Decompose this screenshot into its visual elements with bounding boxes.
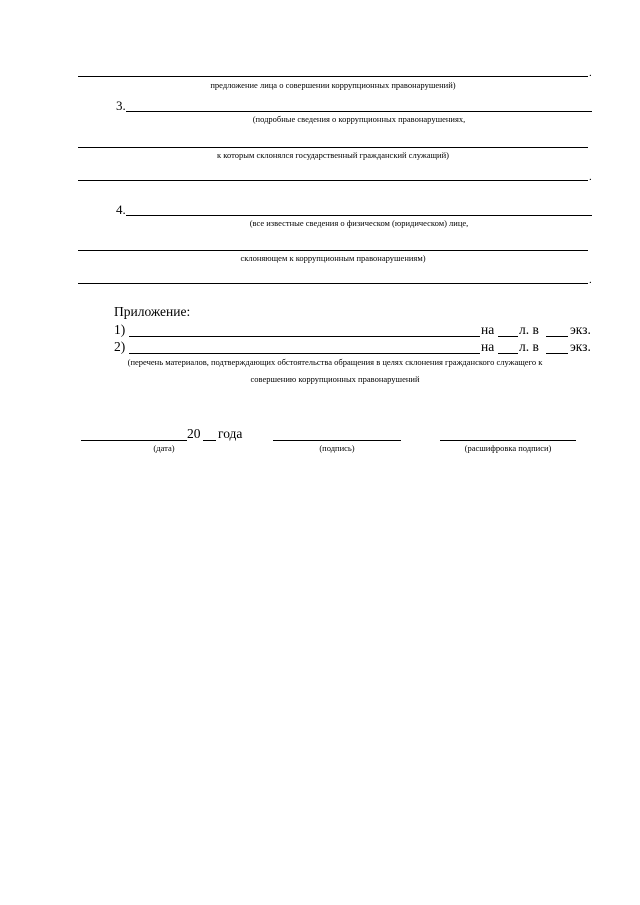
section-3-line-1 [126,111,592,112]
appendix-item-2-line [129,353,480,354]
signature-line [273,440,401,441]
date-year-line [203,440,216,441]
appendix-title: Приложение: [114,304,191,319]
decode-caption: (расшифровка подписи) [464,443,552,453]
section-3-line-3 [78,180,588,181]
section-3-line-2 [78,147,588,148]
section-3-period: . [589,171,592,183]
appendix-item-2-pages-line [498,353,518,354]
date-caption: (дата) [153,443,175,453]
appendix-item-1-copies-line [546,336,568,337]
appendix-item-1-line [129,336,480,337]
section-4-caption-1: (все известные сведения о физическом (юридическом) лице, [249,218,469,228]
appendix-item-1-number: 1) [114,322,126,337]
section-4-line-3 [78,283,588,284]
section-4-line-2 [78,250,588,251]
appendix-item-1-na: на [481,322,495,337]
appendix-caption-2: совершению коррупционных правонарушений [250,374,420,384]
section-4-period: . [589,274,592,286]
decode-line [440,440,576,441]
section-3-caption-2: к которым склонялся государственный гражданский служащий) [217,150,449,160]
appendix-item-2-copies-line [546,353,568,354]
section-3-number: 3. [116,98,126,113]
appendix-caption-1: (перечень материалов, подтверждающих обстоятельства обращения в целях склонения гражданского служащего к [127,357,543,367]
appendix-item-2-na: на [481,339,495,354]
appendix-item-2-copies-label: экз. [570,339,591,354]
appendix-item-1-copies-label: экз. [570,322,591,337]
section-4-caption-2: склоняющем к коррупционным правонарушениям) [240,253,426,263]
appendix-item-2-number: 2) [114,339,126,354]
section-2-caption: предложение лица о совершении коррупционных правонарушений) [210,80,456,90]
section-4-number: 4. [116,202,126,217]
section-2-line [78,76,588,77]
section-3-caption-1: (подробные сведения о коррупционных правонарушениях, [252,114,466,124]
date-year-prefix: 20 [187,426,201,441]
section-4-line-1 [126,215,592,216]
date-year-suffix: года [218,426,243,441]
appendix-item-2-pages-label: л. в [519,339,539,354]
signature-caption: (подпись) [319,443,355,453]
section-2-period: . [589,67,592,79]
appendix-item-1-pages-line [498,336,518,337]
appendix-item-1-pages-label: л. в [519,322,539,337]
date-day-line [81,440,187,441]
